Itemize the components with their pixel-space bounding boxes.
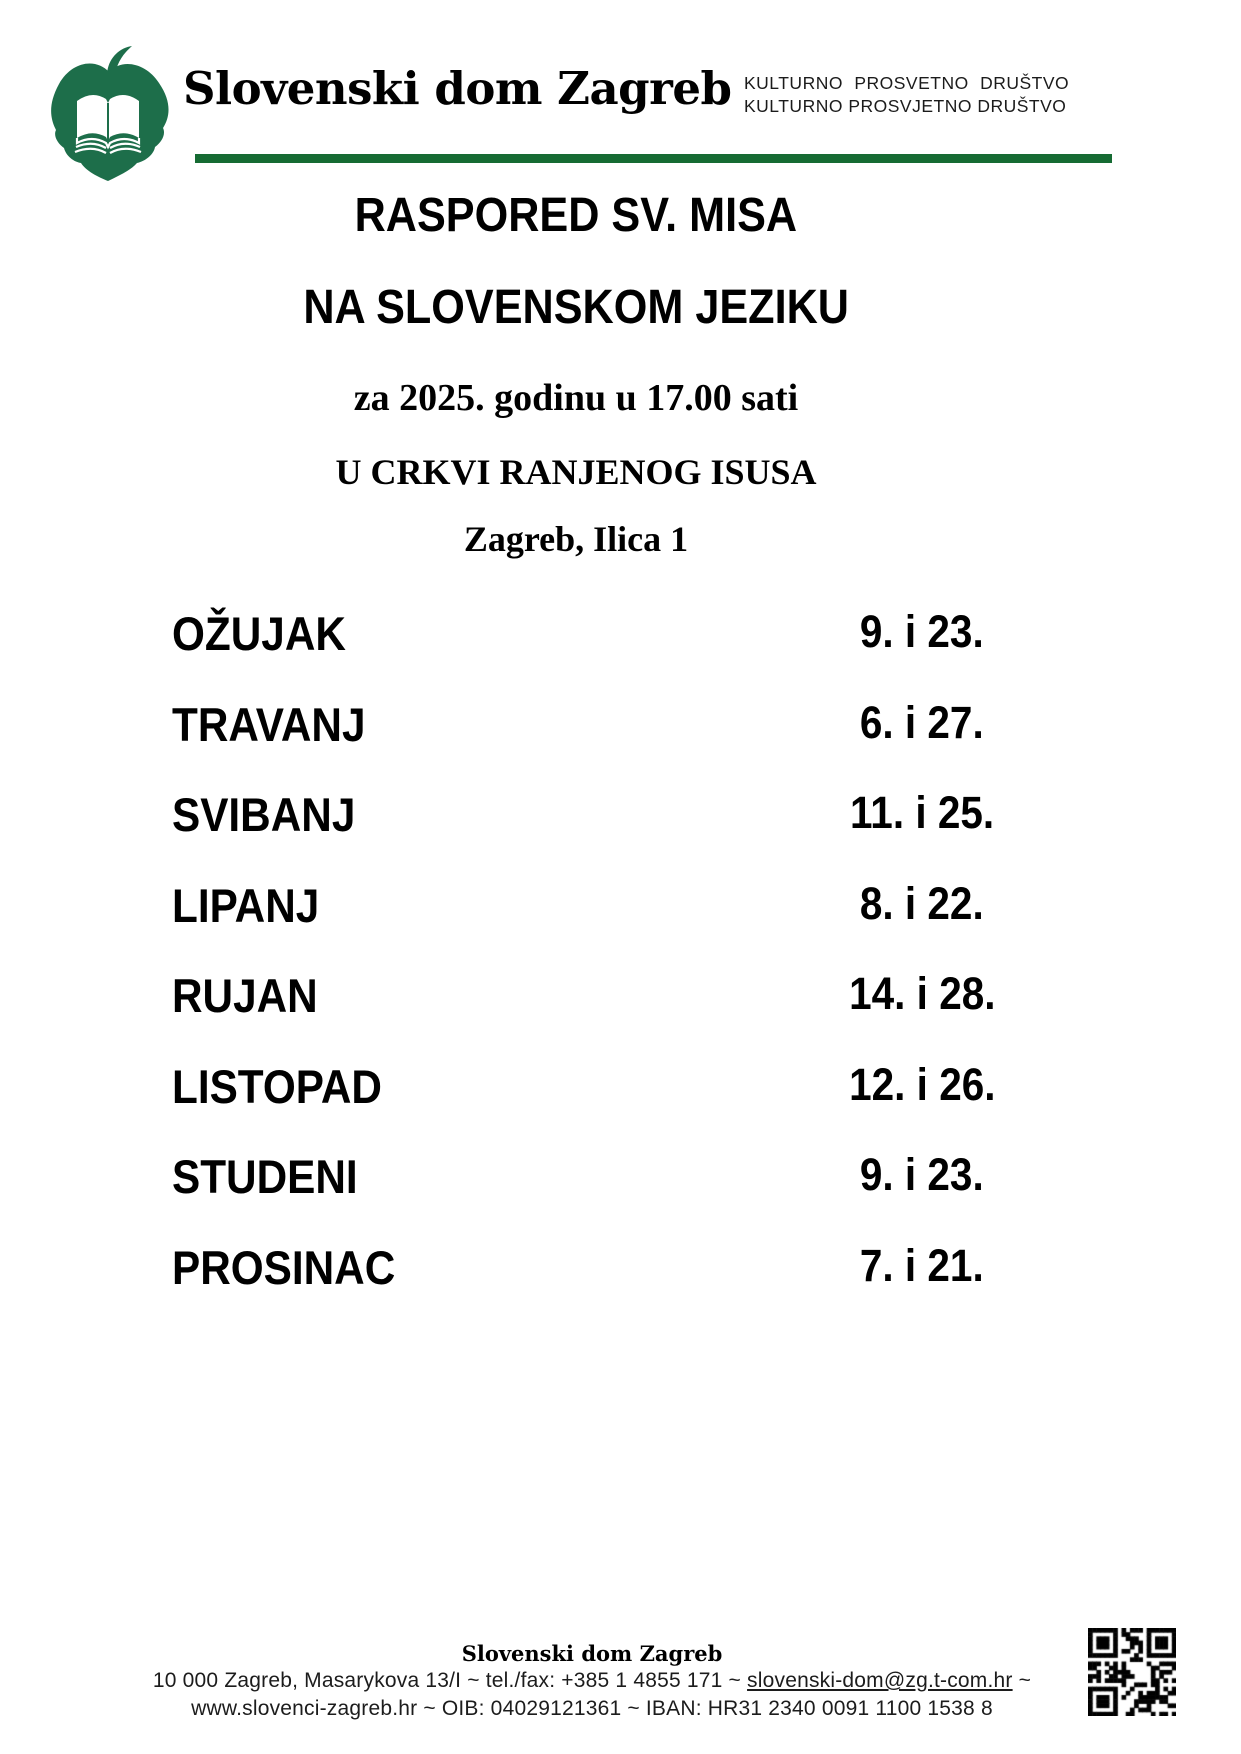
dates-value: 14. i 28.: [848, 968, 996, 1019]
month-label: PROSINAC: [172, 1240, 396, 1294]
dates-value: 11. i 25.: [849, 787, 995, 838]
schedule-row: [172, 787, 1052, 878]
main-title-line2: NA SLOVENSKOM JEZIKU: [303, 281, 849, 334]
month-label: LIPANJ: [172, 878, 320, 932]
subtitle-year-time: za 2025. godinu u 17.00 sati: [353, 377, 799, 419]
footer-address-text: 10 000 Zagreb, Masarykova 13/I ~ tel./fax: +385 1 4855 171 ~: [152, 1669, 748, 1692]
header-divider-rule: [195, 154, 1112, 163]
dates-value: 6. i 27.: [860, 696, 984, 748]
month-label: TRAVANJ: [172, 697, 366, 751]
email-link[interactable]: slovenski-dom@zg.t-com.hr: [747, 1669, 1013, 1692]
schedule-row: [172, 606, 1052, 697]
month-label: STUDENI: [172, 1150, 358, 1203]
dates-value: 9. i 23.: [860, 1149, 984, 1200]
dates-value: 9. i 23.: [860, 606, 984, 657]
month-label: SVIBANJ: [172, 788, 356, 841]
dates-value: 7. i 21.: [860, 1239, 984, 1291]
footer-org-name: Slovenski dom Zagreb: [461, 1641, 723, 1666]
qr-code: [1088, 1628, 1176, 1716]
footer-tilde-text: ~: [1012, 1669, 1032, 1692]
footer-ids-line: www.slovenci-zagreb.hr ~ OIB: 04029121361 ~ IBAN: HR31 2340 0091 1100 1538 8: [191, 1697, 993, 1720]
dates-value: 8. i 22.: [860, 877, 984, 929]
society-line-croatian: KULTURNO PROSVJETNO DRUŠTVO: [744, 96, 1067, 116]
subtitle-address: Zagreb, Ilica 1: [463, 519, 689, 559]
dates-value: 12. i 26.: [848, 1058, 996, 1110]
header-org-name: Slovenski dom Zagreb: [183, 62, 732, 115]
schedule-row: [172, 697, 1052, 788]
schedule-row: [172, 1149, 1052, 1240]
schedule-row: [172, 878, 1052, 969]
main-title-line1: RASPORED SV. MISA: [354, 189, 798, 242]
month-label: OŽUJAK: [172, 607, 346, 660]
month-label: RUJAN: [172, 969, 318, 1022]
month-label: LISTOPAD: [172, 1059, 382, 1113]
mass-schedule-list: [172, 606, 1052, 1330]
leaf-book-logo-icon: [44, 44, 174, 182]
header-society-lines: [744, 72, 1069, 118]
schedule-row: [172, 968, 1052, 1059]
society-line-slovenian: KULTURNO PROSVETNO DRUŠTVO: [744, 73, 1070, 93]
footer: [0, 1641, 1184, 1723]
schedule-row: [172, 1240, 1052, 1331]
schedule-row: [172, 1059, 1052, 1150]
footer-contact-line: [0, 1667, 1184, 1695]
subtitle-church: U CRKVI RANJENOG ISUSA: [335, 452, 817, 492]
